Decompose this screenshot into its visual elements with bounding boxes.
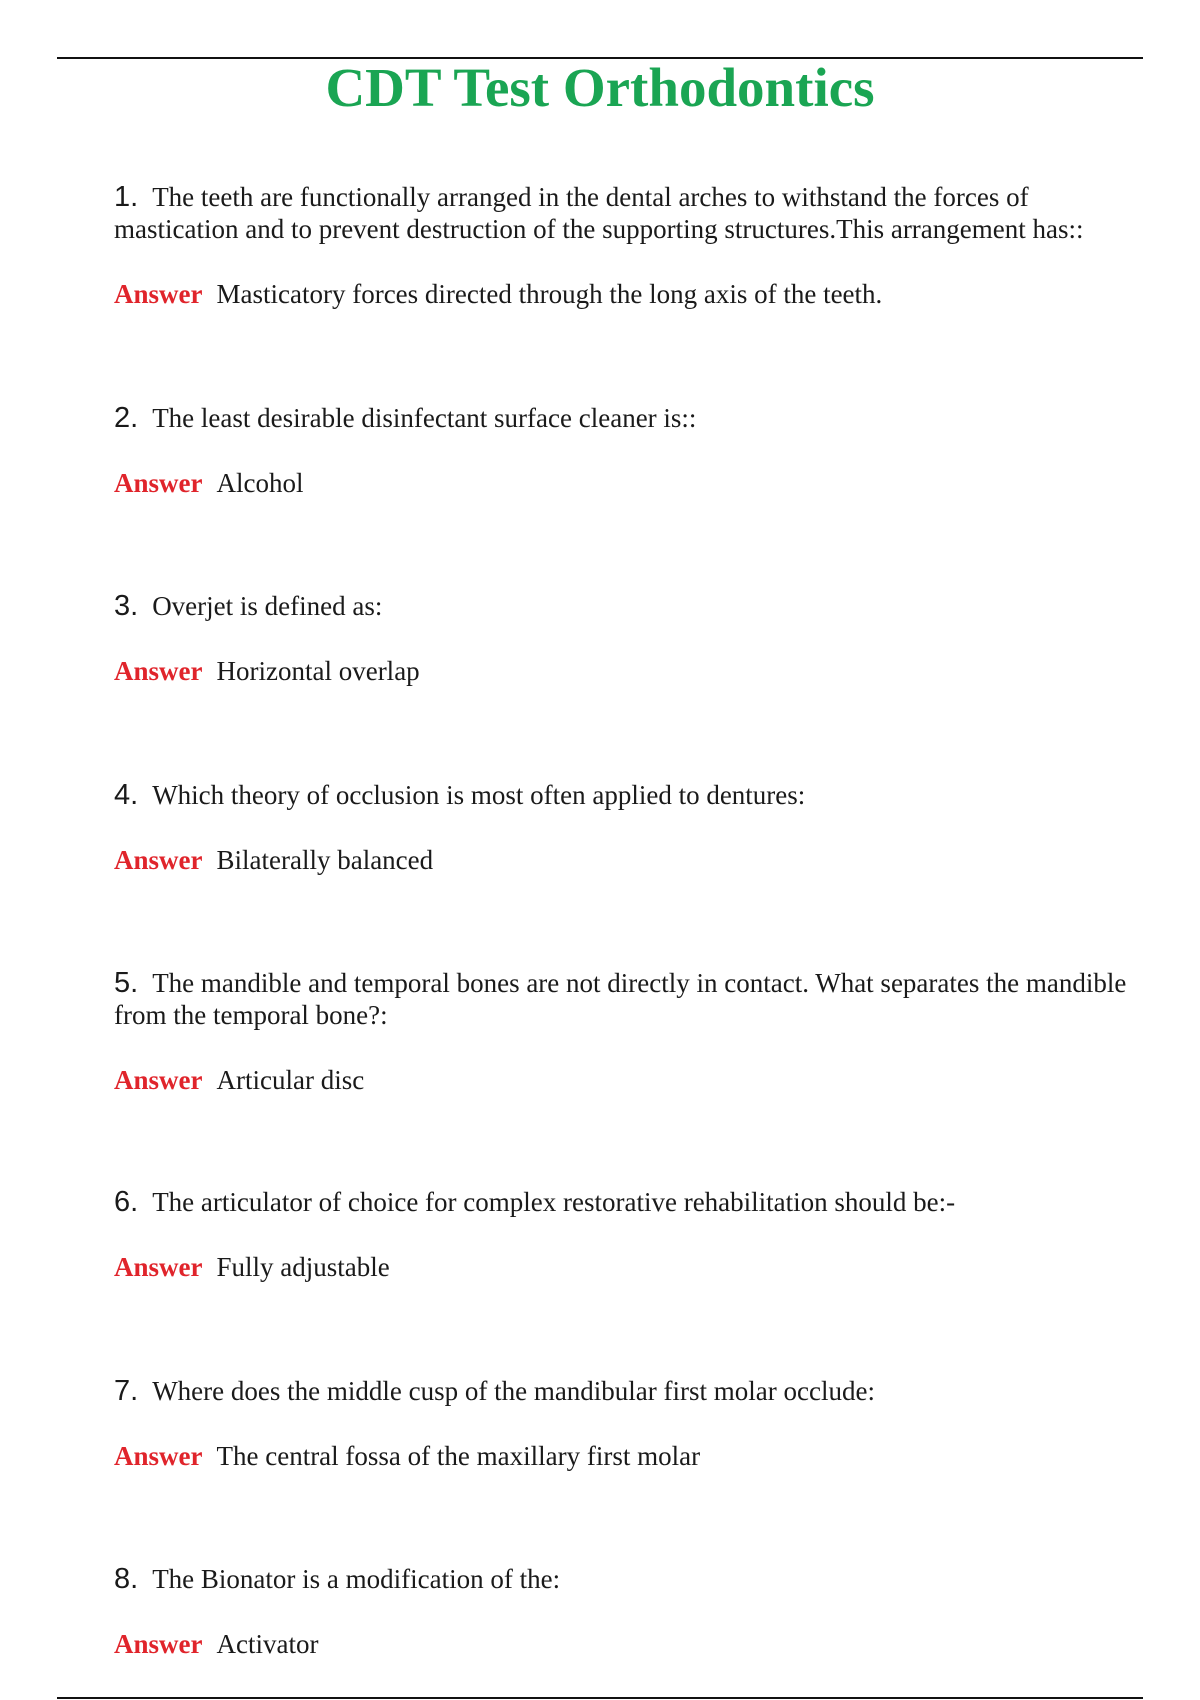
qa-item-7 bbox=[114, 1375, 1144, 1472]
answer-text: Activator bbox=[216, 1629, 319, 1659]
answer-text: Fully adjustable bbox=[216, 1252, 390, 1282]
question-number: 6. bbox=[114, 1186, 139, 1218]
question-number: 4. bbox=[114, 779, 139, 811]
answer-text: Articular disc bbox=[216, 1065, 365, 1095]
question-text: Which theory of occlusion is most often applied to dentures: bbox=[152, 780, 806, 810]
answer-text: Alcohol bbox=[216, 468, 304, 498]
question bbox=[114, 590, 1144, 622]
question-number: 2. bbox=[114, 402, 139, 434]
answer-label: Answer bbox=[114, 1252, 203, 1282]
answer bbox=[114, 844, 1144, 876]
qa-item-3 bbox=[114, 590, 1144, 687]
answer bbox=[114, 655, 1144, 687]
answer-text: The central fossa of the maxillary first molar bbox=[216, 1441, 701, 1471]
question bbox=[114, 779, 1144, 811]
document-title: CDT Test Orthodontics bbox=[325, 57, 875, 118]
question bbox=[114, 181, 1144, 245]
answer-text: Horizontal overlap bbox=[216, 656, 420, 686]
answer-label: Answer bbox=[114, 279, 203, 309]
answer bbox=[114, 1440, 1144, 1472]
qa-item-1 bbox=[114, 181, 1144, 310]
question bbox=[114, 1563, 1144, 1595]
answer-label: Answer bbox=[114, 656, 203, 686]
question-number: 3. bbox=[114, 590, 139, 622]
answer bbox=[114, 1251, 1144, 1283]
question-list bbox=[114, 181, 1144, 1660]
question-text: The articulator of choice for complex restorative rehabilitation should be:- bbox=[152, 1187, 956, 1217]
question bbox=[114, 1375, 1144, 1407]
answer bbox=[114, 1628, 1144, 1660]
qa-item-8 bbox=[114, 1563, 1144, 1660]
qa-item-4 bbox=[114, 779, 1144, 876]
question-text: The Bionator is a modification of the: bbox=[152, 1564, 561, 1594]
question-text: Overjet is defined as: bbox=[152, 591, 383, 621]
question-number: 7. bbox=[114, 1375, 139, 1407]
answer-text: Masticatory forces directed through the long axis of the teeth. bbox=[216, 279, 883, 309]
bottom-rule bbox=[57, 1697, 1143, 1699]
answer-label: Answer bbox=[114, 1065, 203, 1095]
answer-label: Answer bbox=[114, 1629, 203, 1659]
qa-item-5 bbox=[114, 967, 1144, 1096]
question-number: 8. bbox=[114, 1563, 139, 1595]
qa-item-6 bbox=[114, 1186, 1144, 1283]
question-number: 5. bbox=[114, 967, 139, 999]
answer-text: Bilaterally balanced bbox=[216, 845, 434, 875]
answer bbox=[114, 467, 1144, 499]
question-text: The mandible and temporal bones are not directly in contact. What separates the mandible from the temporal bone?: bbox=[114, 968, 1127, 1030]
answer bbox=[114, 278, 1144, 310]
answer-label: Answer bbox=[114, 1441, 203, 1471]
question bbox=[114, 402, 1144, 434]
answer-label: Answer bbox=[114, 845, 203, 875]
question-number: 1. bbox=[114, 181, 139, 213]
question bbox=[114, 967, 1144, 1031]
qa-item-2 bbox=[114, 402, 1144, 499]
answer bbox=[114, 1064, 1144, 1096]
question-text: The teeth are functionally arranged in the dental arches to withstand the forces of mastication and to prevent destruction of the supporting structures.This arrangement has:: bbox=[114, 182, 1084, 244]
question-text: Where does the middle cusp of the mandibular first molar occlude: bbox=[152, 1376, 875, 1406]
answer-label: Answer bbox=[114, 468, 203, 498]
question-text: The least desirable disinfectant surface cleaner is:: bbox=[152, 403, 697, 433]
question bbox=[114, 1186, 1144, 1218]
